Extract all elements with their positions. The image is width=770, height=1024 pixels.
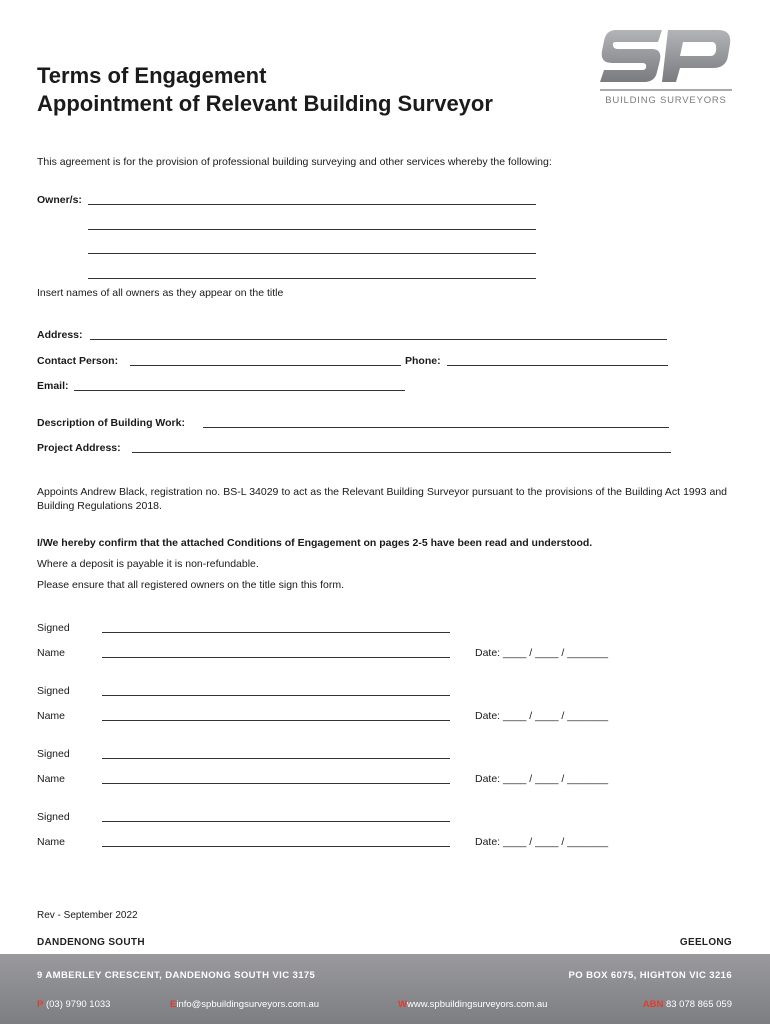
phone-field[interactable] <box>447 365 668 366</box>
contact-person-field[interactable] <box>130 365 401 366</box>
web-prefix: W <box>398 999 407 1010</box>
page-title: Terms of Engagement <box>37 63 267 88</box>
name-field[interactable] <box>102 783 450 784</box>
signed-label: Signed <box>37 685 70 697</box>
footer-email <box>170 999 319 1010</box>
footer-phone <box>37 999 110 1010</box>
contact-person-label: Contact Person: <box>37 355 119 367</box>
logo-subtitle: BUILDING SURVEYORS <box>605 95 727 106</box>
phone-label: Phone: <box>405 355 441 367</box>
signature-field[interactable] <box>102 632 450 633</box>
date-field[interactable]: Date: ____ / ____ / _______ <box>475 773 609 785</box>
signature-field[interactable] <box>102 695 450 696</box>
email-field[interactable] <box>74 390 405 391</box>
project-address-label: Project Address: <box>37 442 121 454</box>
abn-number: 83 078 865 059 <box>665 999 732 1010</box>
revision-label: Rev - September 2022 <box>37 910 138 921</box>
owner-field-2[interactable] <box>88 229 536 230</box>
name-label: Name <box>37 647 66 659</box>
date-field[interactable]: Date: ____ / ____ / _______ <box>475 836 609 848</box>
address-field[interactable] <box>90 339 667 340</box>
signature-field[interactable] <box>102 821 450 822</box>
footer-office-left: DANDENONG SOUTH <box>37 937 145 948</box>
date-field[interactable]: Date: ____ / ____ / _______ <box>475 647 609 659</box>
building-work-field[interactable] <box>203 427 669 428</box>
owner-field-4[interactable] <box>88 278 536 279</box>
project-address-field[interactable] <box>132 452 671 453</box>
name-field[interactable] <box>102 720 450 721</box>
date-field[interactable]: Date: ____ / ____ / _______ <box>475 710 609 722</box>
name-label: Name <box>37 773 66 785</box>
footer-abn <box>643 999 732 1010</box>
signed-label: Signed <box>37 748 70 760</box>
owner-field-3[interactable] <box>88 253 536 254</box>
footer-office-right: GEELONG <box>679 937 732 948</box>
confirmation-statement: I/We hereby confirm that the attached Conditions of Engagement on pages 2-5 have been read and understood. <box>37 537 593 549</box>
footer-web <box>398 999 547 1010</box>
website-link[interactable]: www.spbuildingsurveyors.com.au <box>406 999 548 1010</box>
email-label: Email: <box>37 380 69 392</box>
owner-field-1[interactable] <box>88 204 536 205</box>
footer-address-right: PO BOX 6075, HIGHTON VIC 3216 <box>568 970 732 981</box>
name-field[interactable] <box>102 657 450 658</box>
signed-label: Signed <box>37 622 70 634</box>
address-label: Address: <box>37 329 83 341</box>
name-field[interactable] <box>102 846 450 847</box>
building-work-label: Description of Building Work: <box>37 417 185 429</box>
phone-number: (03) 9790 1033 <box>45 999 111 1010</box>
owners-note: Insert names of all owners as they appear on the title <box>37 287 284 299</box>
signature-field[interactable] <box>102 758 450 759</box>
page-subtitle: Appointment of Relevant Building Surveyor <box>37 91 493 116</box>
footer-band <box>0 954 770 1024</box>
signed-label: Signed <box>37 811 70 823</box>
name-label: Name <box>37 710 66 722</box>
footer-address-left: 9 AMBERLEY CRESCENT, DANDENONG SOUTH VIC 3175 <box>37 970 316 981</box>
company-logo <box>596 22 736 108</box>
owners-label: Owner/s: <box>37 194 82 206</box>
email-address[interactable]: info@spbuildingsurveyors.com.au <box>176 999 320 1010</box>
phone-prefix: P <box>37 999 44 1010</box>
deposit-note: Where a deposit is payable it is non-refundable. <box>37 558 259 570</box>
owners-sign-note: Please ensure that all registered owners on the title sign this form. <box>37 579 344 591</box>
email-prefix: E <box>170 999 177 1010</box>
intro-text: This agreement is for the provision of professional building surveying and other services whereby the following: <box>37 156 552 168</box>
abn-prefix: ABN <box>642 999 664 1010</box>
name-label: Name <box>37 836 66 848</box>
appointment-paragraph: Appoints Andrew Black, registration no. BS-L 34029 to act as the Relevant Building Surveyor pursuant to the provisions of the Building Act 1993 and Building Regulations 2018. <box>37 486 727 512</box>
